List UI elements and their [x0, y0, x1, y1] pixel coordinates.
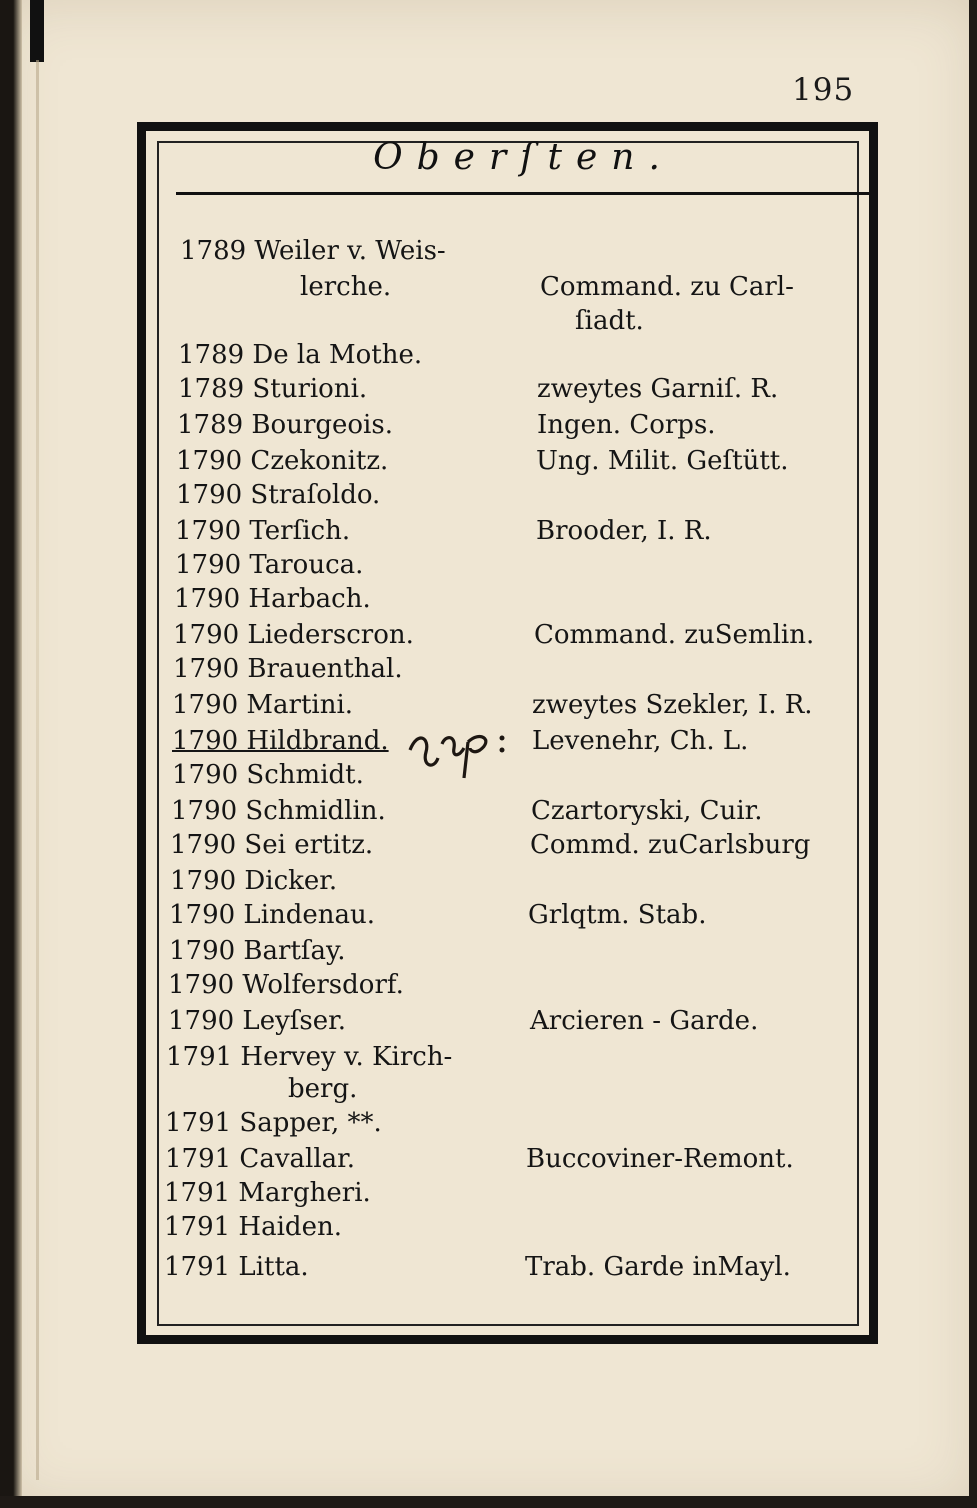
table-row: [0, 864, 977, 898]
officer-entry: 1790 Wolfersdorf.: [168, 970, 404, 1000]
duty-entry: Commd. zuCarlsburg: [530, 830, 811, 860]
table-row: [0, 1250, 977, 1284]
binding-mark: [30, 0, 44, 62]
table-title: Oberſten.: [373, 137, 674, 178]
table-row: [0, 618, 977, 652]
officer-entry-cont: lerche.: [300, 272, 392, 302]
officer-entry: 1789 Weiler v. Weis-: [180, 236, 446, 266]
table-row: [0, 372, 977, 406]
officer-entry: 1791 Cavallar.: [165, 1144, 355, 1174]
table-row: [0, 478, 977, 512]
officer-entry: 1789 Sturioni.: [178, 374, 368, 404]
table-row: [0, 688, 977, 722]
table-row: [0, 1040, 977, 1074]
table-row: [0, 898, 977, 932]
table-row: [0, 444, 977, 478]
officer-entry: 1791 Sapper, **.: [165, 1108, 382, 1138]
table-row: [0, 1176, 977, 1210]
table-row: [0, 828, 977, 862]
officer-entry: 1790 Dicker.: [170, 866, 338, 896]
officer-entry: 1791 Litta.: [164, 1252, 309, 1282]
officer-entry: 1790 Hildbrand.: [172, 726, 389, 756]
duty-entry: Trab. Garde inMayl.: [525, 1252, 791, 1282]
table-row: [0, 548, 977, 582]
table-row: [0, 338, 977, 372]
table-row: [0, 270, 977, 304]
table-row: [0, 758, 977, 792]
officer-entry: 1790 Czekonitz.: [176, 446, 389, 476]
duty-entry: Ingen. Corps.: [537, 410, 716, 440]
duty-entry: Brooder, I. R.: [536, 516, 712, 546]
table-row: [0, 234, 977, 268]
duty-entry: Czartoryski, Cuir.: [531, 796, 763, 826]
table-row: [0, 582, 977, 616]
table-row: [0, 408, 977, 442]
duty-entry: zweytes Szekler, I. R.: [532, 690, 813, 720]
officer-entry: 1790 Schmidlin.: [171, 796, 386, 826]
table-row: [0, 1072, 977, 1106]
officer-entry: 1790 Sei ertitz.: [170, 830, 374, 860]
officer-entry: 1790 Bartſay.: [169, 936, 346, 966]
officer-entry: 1789 Bourgeois.: [177, 410, 393, 440]
officer-entry: 1790 Martini.: [172, 690, 354, 720]
officer-entry: 1789 De la Mothe.: [178, 340, 423, 370]
officer-entry: 1790 Schmidt.: [172, 760, 364, 790]
officer-entry: 1791 Haiden.: [164, 1212, 342, 1242]
table-row: [0, 652, 977, 686]
duty-entry: Command. zu Carl-: [540, 272, 794, 302]
duty-entry: Grlqtm. Stab.: [528, 900, 707, 930]
table-row: [0, 1106, 977, 1140]
duty-entry: Command. zuSemlin.: [534, 620, 815, 650]
table-row: [0, 304, 977, 338]
header-rule: [176, 192, 871, 195]
duty-entry: Buccoviner-Remont.: [526, 1144, 794, 1174]
duty-entry: Arcieren - Garde.: [530, 1006, 759, 1036]
table-row: [0, 514, 977, 548]
duty-entry: zweytes Garniſ. R.: [537, 374, 779, 404]
officer-entry: 1790 Straſoldo.: [176, 480, 381, 510]
page-number: 195: [792, 72, 855, 108]
table-row: [0, 794, 977, 828]
officer-entry: 1790 Liederscron.: [173, 620, 414, 650]
duty-entry: Ung. Milit. Geſtütt.: [536, 446, 789, 476]
officer-entry: 1791 Hervey v. Kirch-: [166, 1042, 453, 1072]
officer-entry: 1790 Harbach.: [174, 584, 371, 614]
page-edge-bottom: [0, 1496, 977, 1508]
duty-entry: Levenehr, Ch. L.: [532, 726, 749, 756]
officer-entry: 1790 Terſich.: [175, 516, 351, 546]
officer-entry-cont: berg.: [288, 1074, 358, 1104]
officer-entry: 1790 Leyſser.: [168, 1006, 346, 1036]
duty-entry-cont: ſiadt.: [575, 306, 644, 336]
officer-entry: 1790 Tarouca.: [175, 550, 364, 580]
officer-entry: 1791 Margheri.: [164, 1178, 371, 1208]
table-row: [0, 1004, 977, 1038]
table-row: [0, 934, 977, 968]
officer-entry: 1790 Brauenthal.: [173, 654, 403, 684]
officer-entry: 1790 Lindenau.: [169, 900, 376, 930]
table-row: [0, 1210, 977, 1244]
table-row: [0, 968, 977, 1002]
table-row: [0, 1142, 977, 1176]
